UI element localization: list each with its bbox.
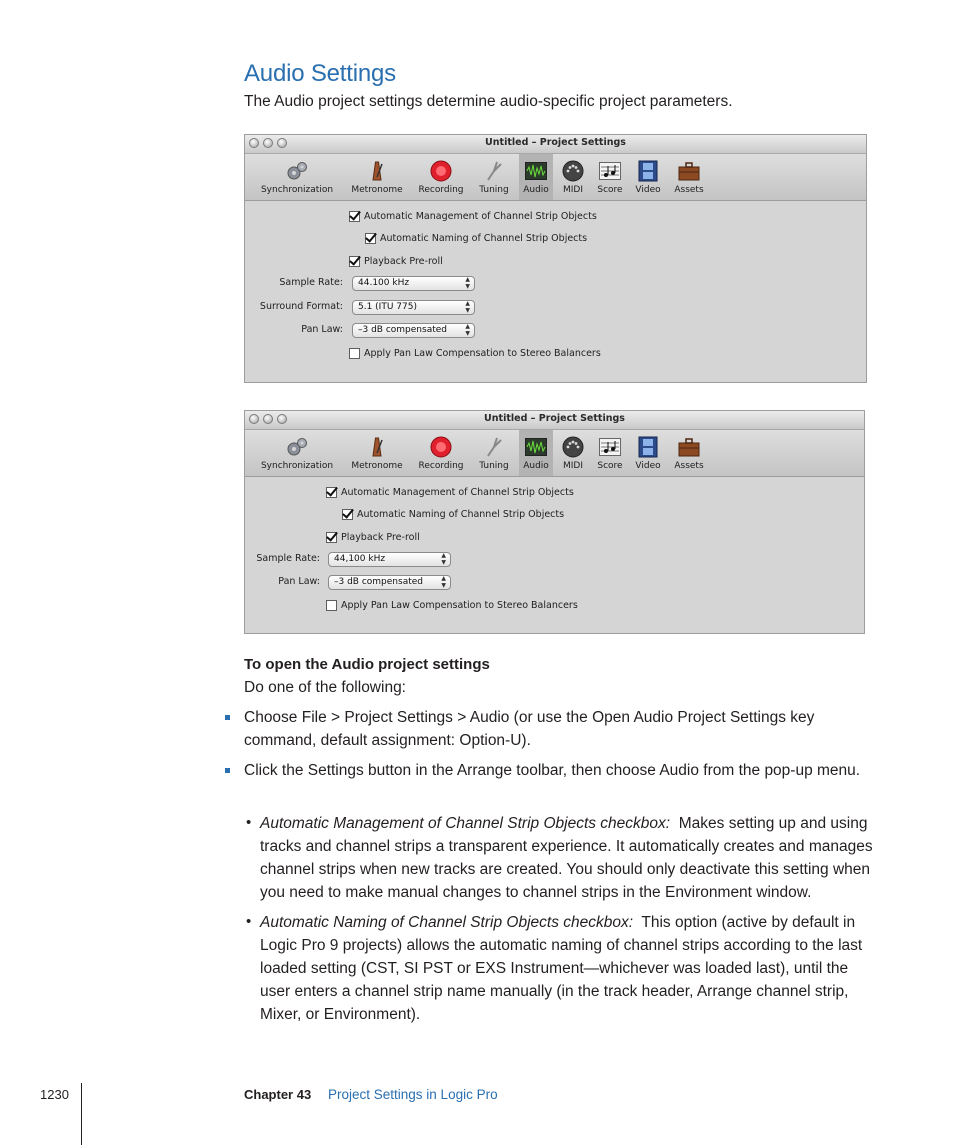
definition-auto-management	[260, 812, 880, 904]
bullet-dot-icon: •	[246, 913, 252, 930]
title-bar	[245, 411, 864, 430]
intro-paragraph: The Audio project settings determine audio-specific project parameters.	[244, 93, 733, 110]
score-notes-icon	[598, 160, 622, 182]
tuning-fork-icon	[482, 436, 506, 458]
tab-label: Synchronization	[260, 461, 334, 471]
tab-label: Metronome	[351, 461, 403, 471]
tab-label: Audio	[523, 461, 549, 471]
tab-label: Score	[597, 461, 623, 471]
bullet-dot-icon: •	[246, 814, 252, 831]
checkbox-label: Automatic Naming of Channel Strip Objects	[380, 232, 588, 244]
gears-icon	[285, 160, 309, 182]
tab-video[interactable]	[631, 430, 665, 476]
tab-label: Score	[597, 185, 623, 195]
window-title: Untitled – Project Settings	[485, 137, 626, 148]
definition-term: Automatic Management of Channel Strip Objects checkbox:	[260, 815, 671, 832]
playback-preroll-checkbox-row[interactable]	[349, 252, 443, 270]
tab-label: Synchronization	[260, 185, 334, 195]
tab-label: Video	[635, 461, 661, 471]
tab-midi[interactable]	[557, 154, 589, 200]
record-icon	[429, 436, 453, 458]
auto-management-checkbox-row[interactable]	[326, 483, 574, 501]
bullet-square-icon	[225, 768, 230, 773]
tab-recording[interactable]	[411, 154, 471, 200]
tab-label: Recording	[418, 185, 464, 195]
popup-arrows-icon: ▲ ▼	[441, 552, 446, 566]
popup-arrows-icon: ▲ ▼	[465, 276, 470, 290]
checkbox-label: Automatic Management of Channel Strip Objects	[341, 486, 574, 498]
settings-toolbar	[245, 430, 864, 477]
pan-law-compensation-checkbox[interactable]	[326, 600, 337, 611]
task-bullet-1: Choose File > Project Settings > Audio (or use the Open Audio Project Settings key command, default assignment: Option-U).	[244, 709, 815, 749]
tab-audio[interactable]	[519, 154, 553, 200]
tab-synchronization[interactable]	[255, 154, 339, 200]
auto-management-checkbox-row[interactable]	[349, 207, 597, 225]
task-title: To open the Audio project settings	[244, 656, 490, 673]
film-strip-icon	[636, 436, 660, 458]
pan-law-popup[interactable]	[352, 323, 475, 338]
tuning-fork-icon	[482, 160, 506, 182]
tab-label: Metronome	[351, 185, 403, 195]
task-lead: Do one of the following:	[244, 679, 406, 696]
tab-label: MIDI	[562, 461, 583, 471]
briefcase-icon	[677, 436, 701, 458]
tab-metronome[interactable]	[345, 430, 409, 476]
popup-arrows-icon: ▲ ▼	[441, 575, 446, 589]
surround-format-popup[interactable]	[352, 300, 475, 315]
definition-term: Automatic Naming of Channel Strip Objects checkbox:	[260, 914, 634, 931]
checkbox-label: Automatic Management of Channel Strip Objects	[364, 210, 597, 222]
gears-icon	[285, 436, 309, 458]
chapter-number: Chapter 43	[244, 1087, 312, 1102]
audio-waveform-icon	[524, 160, 548, 182]
pan-law-label: Pan Law:	[301, 324, 343, 335]
checkbox-label: Apply Pan Law Compensation to Stereo Balancers	[341, 599, 578, 611]
auto-management-checkbox[interactable]	[326, 487, 337, 498]
pan-law-value: –3 dB compensated	[334, 577, 423, 587]
tab-label: Tuning	[479, 185, 509, 195]
title-bar	[245, 135, 866, 154]
tab-label: Audio	[523, 185, 549, 195]
popup-arrows-icon: ▲ ▼	[465, 300, 470, 314]
popup-arrows-icon: ▲ ▼	[465, 323, 470, 337]
pan-law-label: Pan Law:	[278, 576, 320, 587]
project-settings-window-1	[244, 134, 867, 383]
tab-label: Tuning	[479, 461, 509, 471]
footer-divider	[81, 1083, 82, 1145]
sample-rate-label: Sample Rate:	[279, 277, 343, 288]
definition-text: This option (active by default in Logic Pro 9 projects) allows the automatic naming of channel strips according to the last loaded setting (CST, SI PST or EXS Instrument—whichever was loaded last), until the user enters a channel strip name manually (in the track header, Arrange channel strip, Mixer, or Environment).	[260, 914, 863, 1023]
tab-score[interactable]	[593, 154, 627, 200]
metronome-icon	[365, 160, 389, 182]
audio-waveform-icon	[524, 436, 548, 458]
tab-score[interactable]	[593, 430, 627, 476]
auto-naming-checkbox-row[interactable]	[365, 229, 587, 247]
auto-naming-checkbox-row[interactable]	[342, 505, 564, 523]
checkbox-label: Playback Pre-roll	[364, 255, 443, 267]
record-icon	[429, 160, 453, 182]
page-number: 1230	[40, 1087, 69, 1102]
pan-law-compensation-checkbox-row[interactable]	[349, 344, 601, 362]
tab-label: Assets	[674, 185, 704, 195]
auto-naming-checkbox[interactable]	[365, 233, 376, 244]
playback-preroll-checkbox-row[interactable]	[326, 528, 420, 546]
sample-rate-label: Sample Rate:	[256, 553, 320, 564]
tab-metronome[interactable]	[345, 154, 409, 200]
tab-assets[interactable]	[669, 154, 709, 200]
film-strip-icon	[636, 160, 660, 182]
section-heading: Audio Settings	[244, 60, 396, 87]
pan-law-popup[interactable]	[328, 575, 451, 590]
project-settings-window-2	[244, 410, 865, 634]
sample-rate-popup[interactable]	[352, 276, 475, 291]
surround-format-label: Surround Format:	[259, 301, 343, 312]
window-title: Untitled – Project Settings	[484, 413, 625, 424]
settings-toolbar	[245, 154, 866, 201]
pan-law-compensation-checkbox-row[interactable]	[326, 596, 578, 614]
tab-label: Recording	[418, 461, 464, 471]
score-notes-icon	[598, 436, 622, 458]
tab-synchronization[interactable]	[255, 430, 339, 476]
chapter-title: Project Settings in Logic Pro	[328, 1087, 498, 1102]
sample-rate-value: 44,100 kHz	[334, 554, 386, 564]
tab-tuning[interactable]	[473, 430, 515, 476]
checkbox-label: Automatic Naming of Channel Strip Objects	[357, 508, 565, 520]
playback-preroll-checkbox[interactable]	[326, 532, 337, 543]
tab-audio[interactable]	[519, 430, 553, 476]
checkbox-label: Apply Pan Law Compensation to Stereo Balancers	[364, 347, 601, 359]
metronome-icon	[365, 436, 389, 458]
tab-label: MIDI	[562, 185, 583, 195]
definition-text: Makes setting up and using tracks and channel strips a transparent experience. It automatically creates and manages channel strips when new tracks are created. You should only deactivate this setting when you need to make manual changes to channel strips in the Environment window.	[260, 815, 873, 901]
surround-format-value: 5.1 (ITU 775)	[358, 302, 417, 312]
definition-auto-naming	[260, 911, 880, 1026]
midi-connector-icon	[561, 436, 585, 458]
tab-midi[interactable]	[557, 430, 589, 476]
playback-preroll-checkbox[interactable]	[349, 256, 360, 267]
tab-tuning[interactable]	[473, 154, 515, 200]
tab-label: Assets	[674, 461, 704, 471]
tab-video[interactable]	[631, 154, 665, 200]
midi-connector-icon	[561, 160, 585, 182]
tab-assets[interactable]	[669, 430, 709, 476]
sample-rate-popup[interactable]	[328, 552, 451, 567]
auto-naming-checkbox[interactable]	[342, 509, 353, 520]
sample-rate-value: 44.100 kHz	[358, 278, 410, 288]
pan-law-value: –3 dB compensated	[358, 325, 447, 335]
checkbox-label: Playback Pre-roll	[341, 531, 420, 543]
bullet-square-icon	[225, 715, 230, 720]
tab-label: Video	[635, 185, 661, 195]
briefcase-icon	[677, 160, 701, 182]
pan-law-compensation-checkbox[interactable]	[349, 348, 360, 359]
tab-recording[interactable]	[411, 430, 471, 476]
task-bullet-2: Click the Settings button in the Arrange toolbar, then choose Audio from the pop-up menu.	[244, 762, 861, 779]
auto-management-checkbox[interactable]	[349, 211, 360, 222]
